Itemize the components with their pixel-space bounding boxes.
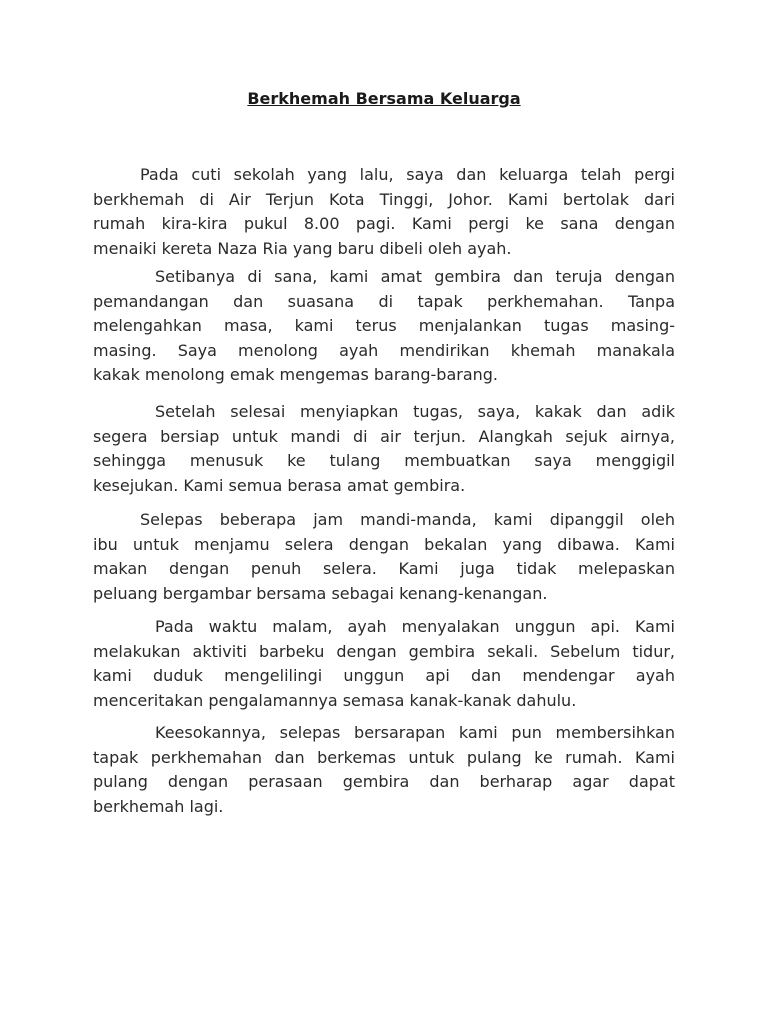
text-line: melakukan aktiviti barbeku dengan gembira sekali. Sebelum tidur, bbox=[93, 641, 675, 661]
text-line: Keesokannya, selepas bersarapan kami pun membersihkan bbox=[155, 723, 675, 742]
text-line: menceritakan pengalamannya semasa kanak-kanak dahulu. bbox=[93, 690, 577, 710]
text-line: Setibanya di sana, kami amat gembira dan teruja dengan bbox=[155, 267, 675, 286]
text-line: menaiki kereta Naza Ria yang baru dibeli oleh ayah. bbox=[93, 238, 512, 258]
text-line: segera bersiap untuk mandi di air terjun. Alangkah sejuk airnya, bbox=[93, 426, 675, 446]
text-line: melengahkan masa, kami terus menjalankan tugas masing- bbox=[93, 316, 675, 335]
text-line: rumah kira-kira pukul 8.00 pagi. Kami pergi ke sana dengan bbox=[93, 214, 675, 233]
text-line: Pada cuti sekolah yang lalu, saya dan keluarga telah pergi bbox=[140, 165, 675, 184]
text-line: kakak menolong emak mengemas barang-barang. bbox=[93, 365, 499, 384]
text-line: kesejukan. Kami semua berasa amat gembira. bbox=[93, 475, 466, 495]
paragraph-3 bbox=[93, 400, 675, 498]
text-line: masing. Saya menolong ayah mendirikan khemah manakala bbox=[93, 340, 675, 360]
text-line: ibu untuk menjamu selera dengan bekalan yang dibawa. Kami bbox=[93, 534, 675, 554]
text-line: kami duduk mengelilingi unggun api dan mendengar ayah bbox=[93, 666, 675, 685]
paragraph-6 bbox=[93, 721, 675, 819]
paragraph-2 bbox=[93, 265, 675, 388]
paragraph-1 bbox=[93, 163, 675, 261]
text-line: sehingga menusuk ke tulang membuatkan saya menggigil bbox=[93, 451, 675, 470]
paragraph-4 bbox=[93, 508, 675, 606]
text-line: berkhemah di Air Terjun Kota Tinggi, Johor. Kami bertolak dari bbox=[93, 189, 675, 209]
text-line: peluang bergambar bersama sebagai kenang-kenangan. bbox=[93, 583, 548, 603]
document-title: Berkhemah Bersama Keluarga bbox=[247, 89, 521, 108]
text-line: pulang dengan perasaan gembira dan berharap agar dapat bbox=[93, 772, 675, 791]
text-line: tapak perkhemahan dan berkemas untuk pulang ke rumah. Kami bbox=[93, 747, 675, 767]
text-line: Selepas beberapa jam mandi-manda, kami dipanggil oleh bbox=[140, 510, 675, 529]
text-line: Pada waktu malam, ayah menyalakan unggun api. Kami bbox=[155, 617, 675, 636]
text-line: berkhemah lagi. bbox=[93, 796, 224, 816]
text-line: makan dengan penuh selera. Kami juga tidak melepaskan bbox=[93, 559, 675, 578]
paragraph-5 bbox=[93, 615, 675, 713]
text-line: pemandangan dan suasana di tapak perkhemahan. Tanpa bbox=[93, 291, 675, 311]
text-line: Setelah selesai menyiapkan tugas, saya, kakak dan adik bbox=[155, 402, 675, 421]
